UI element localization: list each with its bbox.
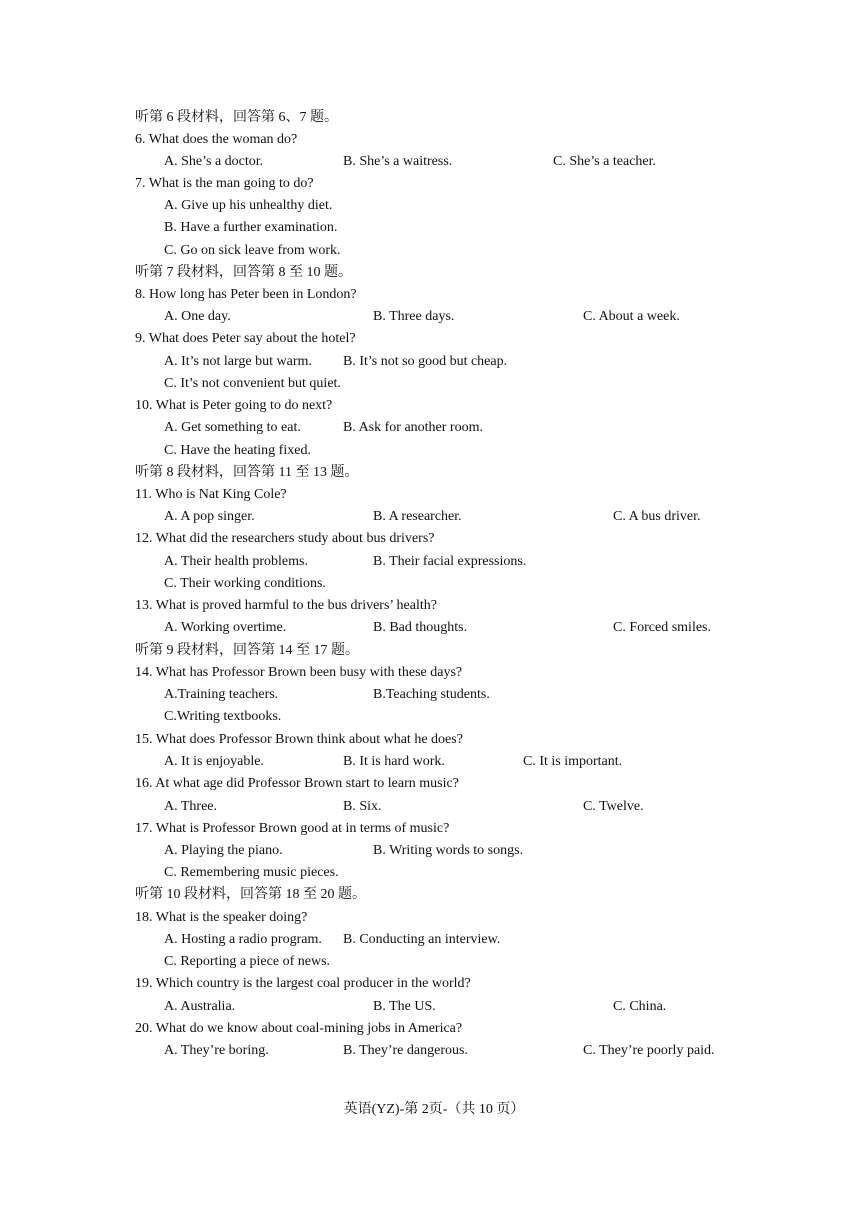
section-heading: 听第 9 段材料，回答第 14 至 17 题。 [135, 643, 359, 658]
q18-option-a: A. Hosting a radio program. [164, 932, 322, 947]
q20-option-a: A. They’re boring. [164, 1043, 269, 1058]
q7-option-b: B. Have a further examination. [164, 220, 338, 235]
q8-option-c: C. About a week. [583, 309, 680, 324]
q14-option-b: B.Teaching students. [373, 687, 490, 702]
question-10: 10. What is Peter going to do next? [135, 398, 333, 413]
question-18: 18. What is the speaker doing? [135, 910, 308, 925]
q10-option-b: B. Ask for another room. [343, 420, 483, 435]
q9-option-c: C. It’s not convenient but quiet. [164, 376, 341, 391]
q15-option-a: A. It is enjoyable. [164, 754, 264, 769]
q12-option-a: A. Their health problems. [164, 554, 308, 569]
section-heading: 听第 8 段材料，回答第 11 至 13 题。 [135, 465, 359, 480]
q15-option-c: C. It is important. [523, 754, 623, 769]
question-9: 9. What does Peter say about the hotel? [135, 331, 356, 346]
q6-option-c: C. She’s a teacher. [553, 154, 657, 169]
q16-option-a: A. Three. [164, 799, 217, 814]
q8-option-a: A. One day. [164, 309, 231, 324]
page-footer: 英语(YZ)-第 2页-（共 10 页） [343, 1102, 525, 1117]
q18-option-c: C. Reporting a piece of news. [164, 954, 331, 969]
q20-option-b: B. They’re dangerous. [343, 1043, 468, 1058]
q9-option-a: A. It’s not large but warm. [164, 354, 312, 369]
question-7: 7. What is the man going to do? [135, 176, 314, 191]
q15-option-b: B. It is hard work. [343, 754, 445, 769]
q17-option-a: A. Playing the piano. [164, 843, 283, 858]
q17-option-b: B. Writing words to songs. [373, 843, 524, 858]
q13-option-b: B. Bad thoughts. [373, 620, 468, 635]
q18-option-b: B. Conducting an interview. [343, 932, 501, 947]
q20-option-c: C. They’re poorly paid. [583, 1043, 715, 1058]
question-19: 19. Which country is the largest coal producer in the world? [135, 976, 471, 991]
q17-option-c: C. Remembering music pieces. [164, 865, 339, 880]
q12-option-c: C. Their working conditions. [164, 576, 326, 591]
q16-option-b: B. Six. [343, 799, 382, 814]
q19-option-a: A. Australia. [164, 999, 236, 1014]
q10-option-a: A. Get something to eat. [164, 420, 301, 435]
q6-option-b: B. She’s a waitress. [343, 154, 453, 169]
question-6: 6. What does the woman do? [135, 132, 298, 147]
question-14: 14. What has Professor Brown been busy with these days? [135, 665, 463, 680]
question-16: 16. At what age did Professor Brown start to learn music? [135, 776, 459, 791]
q12-option-b: B. Their facial expressions. [373, 554, 527, 569]
q19-option-c: C. China. [613, 999, 667, 1014]
q7-option-c: C. Go on sick leave from work. [164, 243, 341, 258]
q14-option-a: A.Training teachers. [164, 687, 279, 702]
section-heading: 听第 7 段材料，回答第 8 至 10 题。 [135, 265, 352, 280]
q13-option-c: C. Forced smiles. [613, 620, 711, 635]
q11-option-a: A. A pop singer. [164, 509, 255, 524]
q8-option-b: B. Three days. [373, 309, 455, 324]
question-15: 15. What does Professor Brown think about what he does? [135, 732, 463, 747]
question-17: 17. What is Professor Brown good at in terms of music? [135, 821, 450, 836]
q11-option-c: C. A bus driver. [613, 509, 701, 524]
question-20: 20. What do we know about coal-mining jobs in America? [135, 1021, 463, 1036]
q6-option-a: A. She’s a doctor. [164, 154, 264, 169]
q16-option-c: C. Twelve. [583, 799, 644, 814]
q7-option-a: A. Give up his unhealthy diet. [164, 198, 333, 213]
q9-option-b: B. It’s not so good but cheap. [343, 354, 508, 369]
section-heading: 听第 10 段材料，回答第 18 至 20 题。 [135, 887, 366, 902]
section-heading: 听第 6 段材料，回答第 6、7 题。 [135, 110, 338, 125]
question-13: 13. What is proved harmful to the bus drivers’ health? [135, 598, 437, 613]
question-8: 8. How long has Peter been in London? [135, 287, 357, 302]
q11-option-b: B. A researcher. [373, 509, 462, 524]
question-11: 11. Who is Nat King Cole? [135, 487, 287, 502]
q19-option-b: B. The US. [373, 999, 436, 1014]
q14-option-c: C.Writing textbooks. [164, 709, 282, 724]
q10-option-c: C. Have the heating fixed. [164, 443, 311, 458]
question-12: 12. What did the researchers study about bus drivers? [135, 531, 435, 546]
q13-option-a: A. Working overtime. [164, 620, 287, 635]
